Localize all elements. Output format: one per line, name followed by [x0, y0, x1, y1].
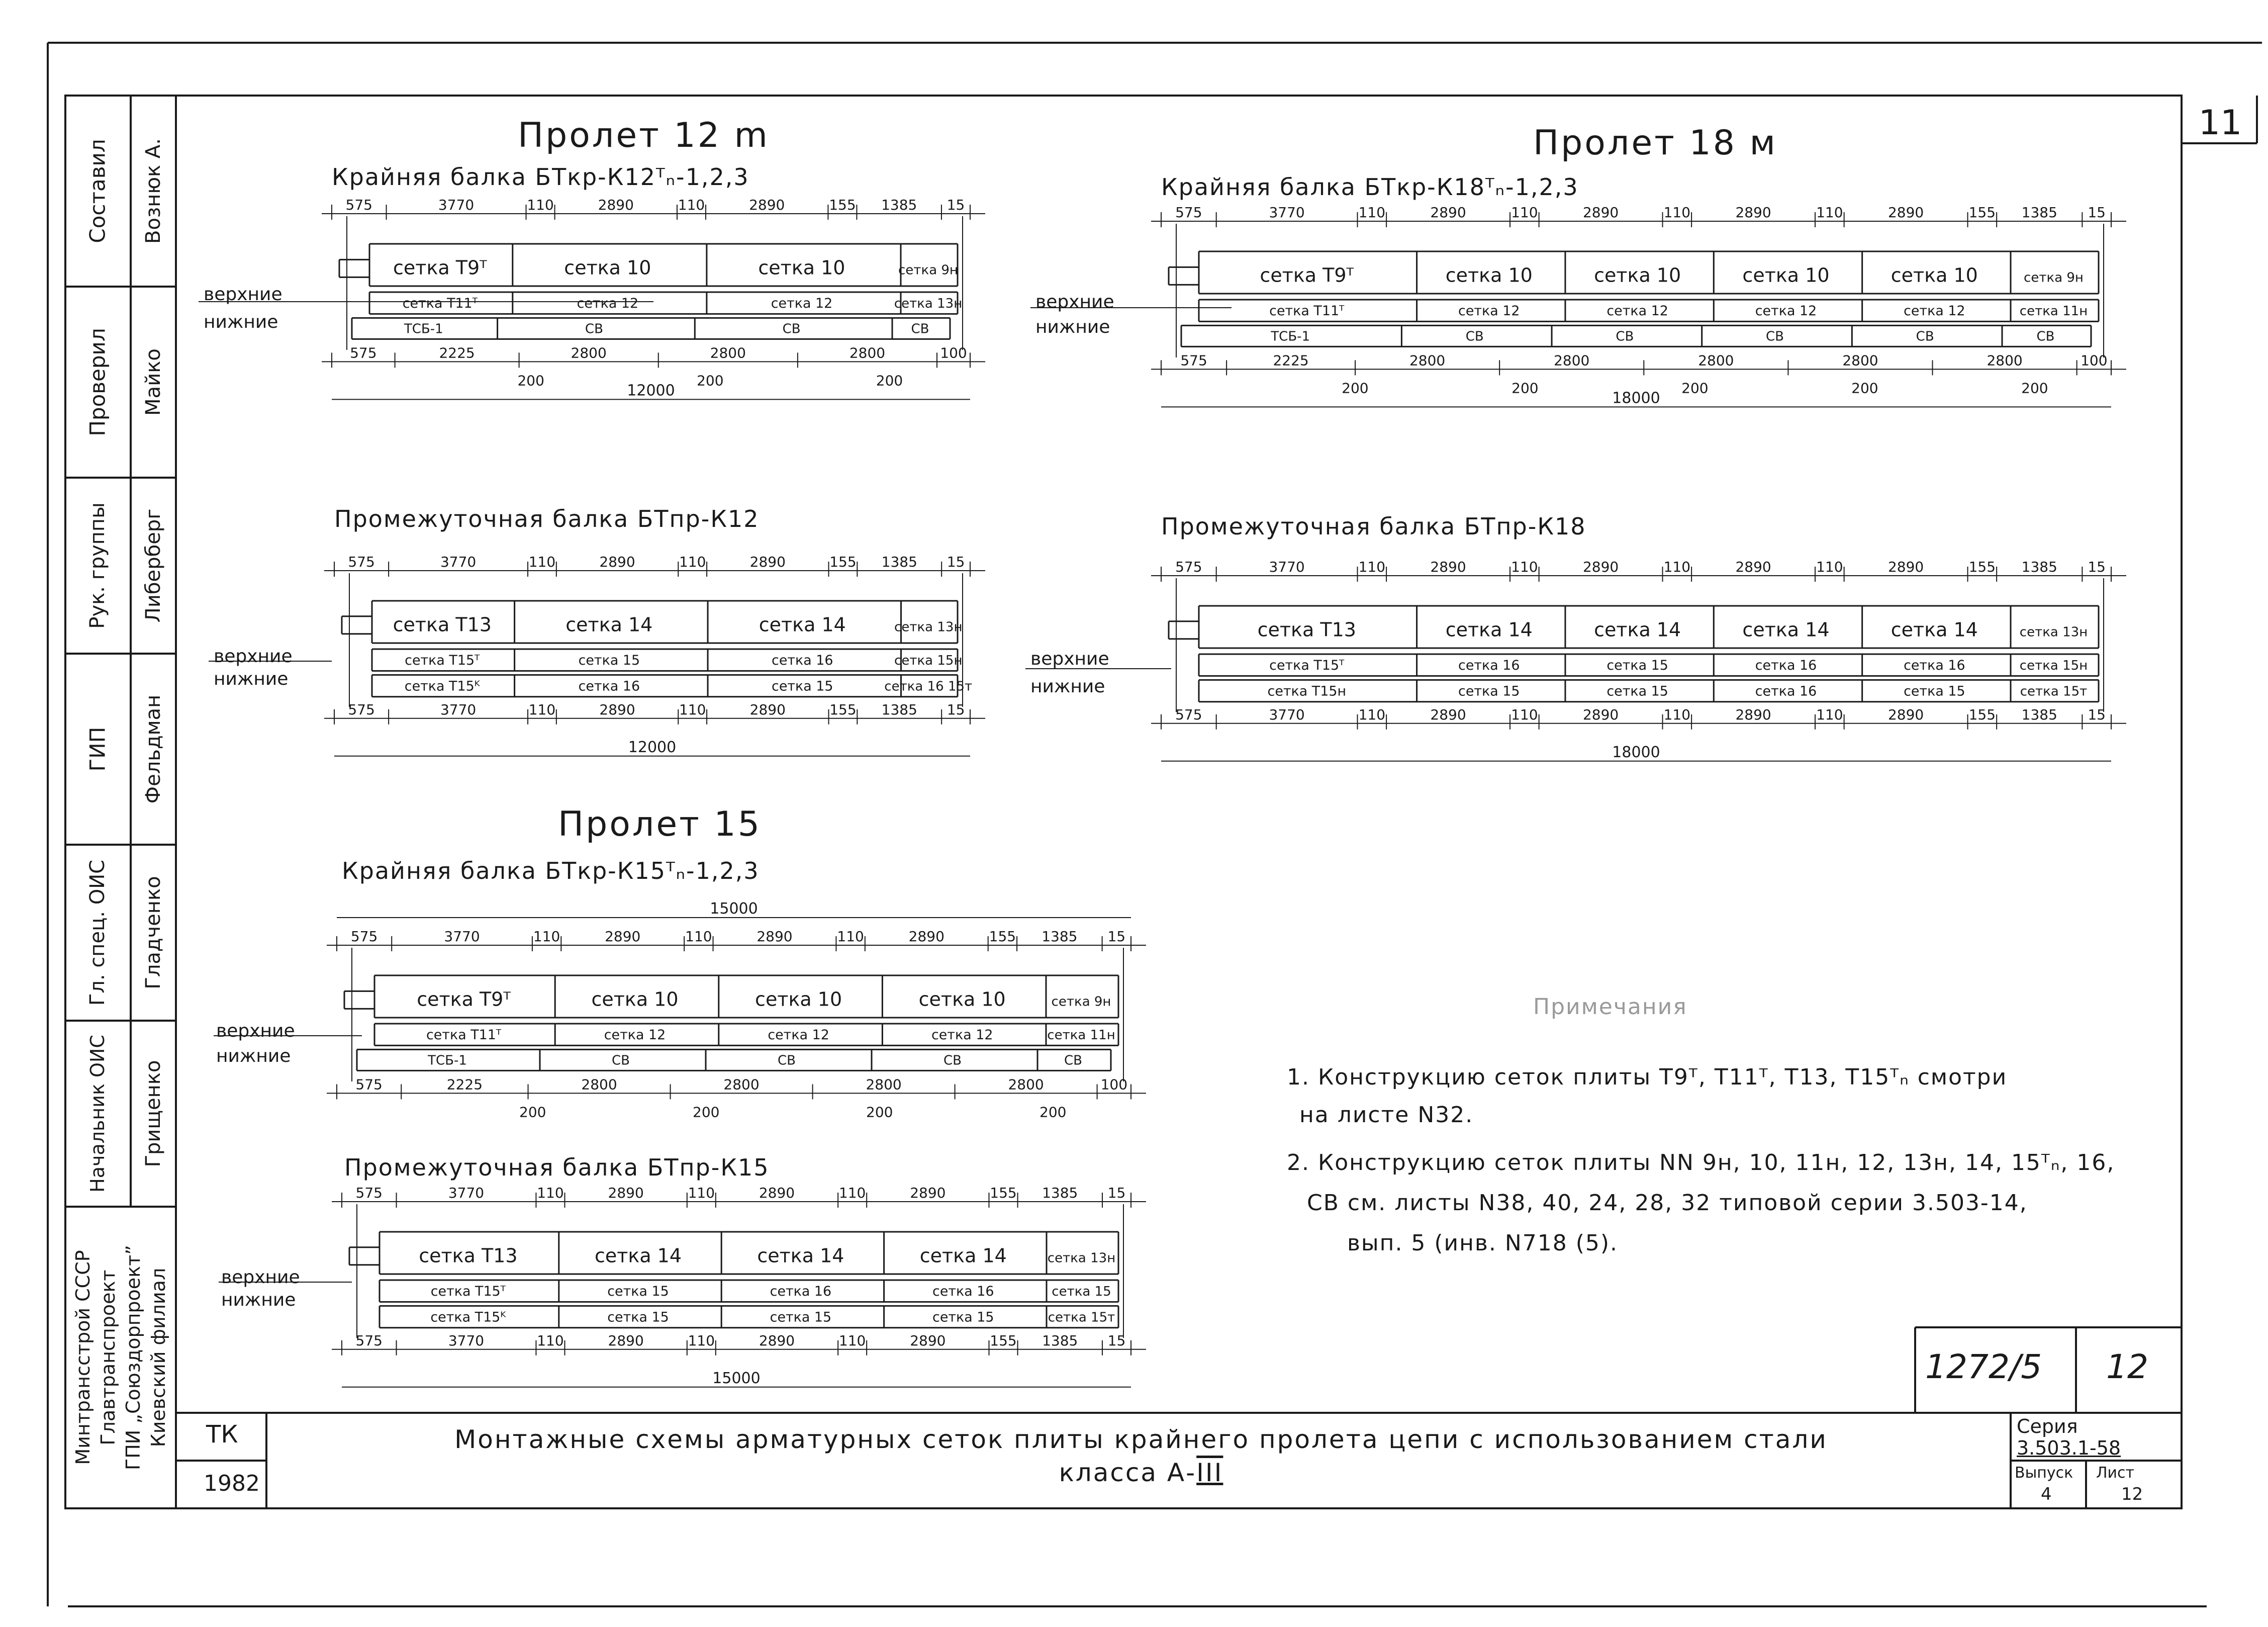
upper-mesh: сетка 10 [564, 256, 651, 279]
top-dimension: 155 [1968, 204, 1996, 221]
top-dimension: 110 [1511, 559, 1538, 575]
bottom-dimension: 110 [1663, 706, 1691, 723]
total-dimension: 12000 [628, 738, 677, 756]
upper-mesh: сетка Т13 [1257, 618, 1356, 641]
top-dimension: 2890 [749, 554, 786, 570]
top-dimension: 15 [2088, 204, 2106, 221]
top-dimension: 1385 [1042, 928, 1078, 945]
total-dimension: 12000 [627, 382, 675, 400]
upper-mesh: сетка Т9ᵀ [417, 988, 511, 1011]
lower-mesh: сетка 15н [894, 653, 963, 669]
top-dimension: 2890 [908, 928, 944, 945]
bottom-dimension: 2800 [1842, 352, 1878, 369]
stamp-role: Составил [85, 139, 110, 243]
gap-dimension: 200 [1511, 380, 1539, 397]
lower-mesh: сетка Т15ᵀ [405, 653, 480, 669]
lower-mesh-2: сетка 15 [770, 1309, 832, 1325]
bottom-dimension: 2800 [571, 344, 607, 361]
lower-mesh: сетка 16 [1904, 658, 1965, 674]
top-dimension: 110 [685, 928, 712, 945]
label-lower: нижние [214, 669, 289, 689]
top-dimension: 110 [688, 1185, 715, 1201]
top-dimension: 110 [1816, 559, 1843, 575]
bottom-dimension: 2890 [1735, 706, 1771, 723]
bottom-dimension: 110 [838, 1332, 866, 1349]
upper-mesh: сетка 9н [2024, 270, 2084, 286]
gap-dimension: 200 [1681, 380, 1709, 397]
gap-dimension: 200 [2021, 380, 2048, 397]
lower-mesh-2: сетка Т15ᴷ [404, 678, 480, 694]
cb-mesh: СВ [611, 1053, 630, 1068]
series-value: 3.503.1-58 [2017, 1437, 2121, 1459]
lower-mesh-2: сетка 16 [1755, 683, 1817, 699]
lower-mesh: сетка 12 [577, 296, 639, 312]
sheet-value: 12 [2121, 1484, 2143, 1504]
bottom-dimension: 110 [679, 701, 706, 718]
inventory-number: 1272/5 [1925, 1347, 2042, 1386]
bottom-dimension: 2890 [1887, 706, 1924, 723]
lower-mesh: сетка 12 [1458, 303, 1520, 319]
top-dimension: 15 [947, 554, 965, 570]
upper-mesh: сетка 13н [2019, 624, 2088, 640]
bottom-dimension: 2890 [608, 1332, 644, 1349]
cb-mesh: СВ [1766, 329, 1784, 344]
label-lower: нижние [204, 312, 278, 332]
bottom-dimension: 110 [1358, 706, 1386, 723]
total-dimension: 18000 [1612, 743, 1660, 761]
upper-mesh: сетка 14 [757, 1244, 844, 1267]
label-upper: верхние [1030, 649, 1109, 669]
bottom-dimension: 2800 [710, 344, 746, 361]
label-upper: верхние [204, 284, 282, 305]
beam-title-18-mid: Промежуточная балка БТпр-К18 [1161, 513, 1586, 540]
top-dimension: 575 [1175, 204, 1202, 221]
bottom-dimension: 100 [1100, 1076, 1128, 1093]
top-dimension: 110 [1663, 559, 1691, 575]
gap-dimension: 200 [693, 1104, 720, 1121]
beam-title-15-edge: Крайняя балка БТкр-К15ᵀₙ-1,2,3 [342, 857, 760, 884]
upper-mesh: сетка Т9ᵀ [1260, 264, 1354, 287]
lower-mesh: сетка 15 [1052, 1284, 1111, 1300]
bottom-dimension: 110 [688, 1332, 715, 1349]
lower-mesh-2: сетка 15 [1904, 683, 1965, 699]
top-dimension: 110 [528, 554, 556, 570]
gap-dimension: 200 [1040, 1104, 1067, 1121]
stamp-name: Майко [142, 348, 165, 416]
upper-mesh: сетка 14 [565, 613, 653, 636]
upper-mesh: сетка 14 [594, 1244, 682, 1267]
bottom-dimension: 100 [940, 344, 967, 361]
upper-mesh: сетка 14 [919, 1244, 1007, 1267]
lower-mesh: сетка 15 [1606, 658, 1668, 674]
top-dimension: 15 [1107, 1185, 1126, 1201]
lower-mesh-2: сетка 16 15т [884, 679, 973, 694]
note-1: 1. Конструкцию сеток плиты Т9ᵀ, Т11ᵀ, Т13, Т15ᵀₙ смотри [1287, 1064, 2008, 1090]
bottom-dimension: 2890 [910, 1332, 946, 1349]
stamp-role: Проверил [85, 328, 110, 436]
top-dimension: 3770 [444, 928, 480, 945]
bottom-dimension: 155 [990, 1332, 1017, 1349]
top-dimension: 2890 [1887, 204, 1924, 221]
page-number: 12 [2106, 1347, 2148, 1386]
lower-mesh: сетка 16 [772, 653, 833, 669]
label-upper: верхние [214, 646, 293, 667]
lower-mesh: сетка 12 [604, 1027, 666, 1043]
top-dimension: 2890 [1582, 559, 1619, 575]
gap-dimension: 200 [866, 1104, 893, 1121]
upper-mesh: сетка 14 [1594, 618, 1681, 641]
span-heading-18: Пролет 18 м [1533, 123, 1777, 163]
cb-mesh: СВ [1916, 329, 1934, 344]
bottom-dimension: 3770 [1269, 706, 1305, 723]
cb-mesh: СВ [1616, 329, 1634, 344]
lower-mesh-2: сетка 15т [2020, 684, 2088, 699]
top-dimension: 3770 [1269, 204, 1305, 221]
upper-mesh: сетка 10 [755, 988, 842, 1011]
stamp-role: Начальник ОИС [86, 1035, 109, 1193]
org-line: ГПИ „Союздорпроект” [122, 1245, 144, 1470]
lower-mesh: сетка 15н [2019, 658, 2088, 674]
beam-title-12-mid: Промежуточная балка БТпр-К12 [334, 505, 760, 532]
org-line: Главтранспроект [97, 1270, 119, 1445]
top-dimension: 575 [348, 554, 375, 570]
bottom-dimension: 110 [1511, 706, 1538, 723]
stamp-name: Фельдман [142, 694, 165, 804]
cb-mesh: СВ [911, 321, 929, 337]
top-dimension: 110 [533, 928, 560, 945]
bottom-dimension: 2800 [1008, 1076, 1044, 1093]
bottom-dimension: 2800 [1409, 352, 1446, 369]
bottom-dimension: 575 [348, 701, 375, 718]
total-dimension: 18000 [1612, 389, 1660, 407]
top-dimension: 110 [679, 554, 706, 570]
top-dimension: 2890 [608, 1185, 644, 1201]
stamp-role: Гл. спец. ОИС [86, 859, 109, 1006]
label-lower: нижние [1030, 676, 1105, 697]
label-lower: нижние [1035, 317, 1110, 337]
lower-mesh: сетка Т11ᵀ [1269, 303, 1345, 319]
bottom-dimension: 15 [2088, 706, 2106, 723]
lower-mesh-2: сетка 16 [578, 678, 640, 694]
upper-mesh: сетка Т9ᵀ [393, 256, 487, 279]
lower-mesh: сетка Т11ᵀ [402, 296, 478, 312]
top-dimension: 1385 [1042, 1185, 1078, 1201]
top-dimension: 155 [1968, 559, 1996, 575]
upper-mesh: сетка 14 [1891, 618, 1978, 641]
top-dimension: 110 [527, 197, 554, 213]
sheet-number: 11 [2198, 103, 2242, 143]
lower-mesh-2: сетка 15 [1606, 683, 1668, 699]
top-dimension: 2890 [759, 1185, 795, 1201]
top-dimension: 15 [947, 197, 965, 213]
upper-mesh: сетка 10 [591, 988, 679, 1011]
lower-mesh: сетка 15 [607, 1284, 669, 1300]
bottom-dimension: 2890 [599, 701, 635, 718]
upper-mesh: сетка 10 [1891, 264, 1978, 287]
top-dimension: 15 [2088, 559, 2106, 575]
bottom-dimension: 2800 [849, 344, 886, 361]
lower-mesh: сетка 15 [578, 653, 640, 669]
stamp-name: Либерберг [142, 508, 165, 623]
bottom-dimension: 2890 [759, 1332, 795, 1349]
top-dimension: 2890 [749, 197, 785, 213]
stamp-role: ГИП [85, 727, 110, 772]
bottom-dimension: 1385 [1042, 1332, 1078, 1349]
top-dimension: 110 [678, 197, 705, 213]
top-dimension: 1385 [881, 554, 917, 570]
issue-label: Выпуск [2015, 1464, 2073, 1482]
label-lower: нижние [221, 1290, 296, 1310]
top-dimension: 110 [1663, 204, 1691, 221]
bottom-dimension: 155 [829, 701, 857, 718]
lower-mesh: сетка 16 [1458, 658, 1520, 674]
upper-mesh: сетка 14 [1742, 618, 1830, 641]
top-dimension: 155 [989, 928, 1016, 945]
top-dimension: 2890 [598, 197, 634, 213]
lower-mesh: сетка 12 [768, 1027, 829, 1043]
top-dimension: 110 [1511, 204, 1538, 221]
top-dimension: 575 [350, 928, 378, 945]
bottom-dimension: 2800 [1554, 352, 1590, 369]
top-dimension: 2890 [910, 1185, 946, 1201]
top-dimension: 15 [1107, 928, 1126, 945]
upper-mesh: сетка 14 [1445, 618, 1533, 641]
cb-mesh: СВ [1465, 329, 1484, 344]
total-dimension: 15000 [712, 1369, 761, 1387]
sheet-label: Лист [2096, 1464, 2135, 1482]
upper-mesh: сетка 10 [1594, 264, 1681, 287]
bottom-dimension: 2225 [439, 344, 475, 361]
lower-mesh-2: сетка 15 [772, 678, 833, 694]
bottom-dimension: 3770 [440, 701, 477, 718]
lower-mesh-2: сетка 15 [1458, 683, 1520, 699]
top-dimension: 110 [1358, 559, 1386, 575]
note-2-cont: вып. 5 (инв. N718 (5). [1347, 1230, 1619, 1256]
gap-dimension: 200 [517, 372, 544, 389]
lower-mesh: сетка 16 [770, 1284, 832, 1300]
cb-mesh: СВ [585, 321, 603, 337]
stamp-role: Рук. группы [86, 502, 109, 629]
cb-mesh: ТСБ-1 [404, 321, 443, 337]
beam-title-18-edge: Крайняя балка БТкр-К18ᵀₙ-1,2,3 [1161, 173, 1579, 201]
bottom-dimension: 2800 [1698, 352, 1734, 369]
top-dimension: 2890 [1887, 559, 1924, 575]
total-dimension: 15000 [710, 900, 758, 918]
bottom-dimension: 2800 [866, 1076, 902, 1093]
top-dimension: 155 [829, 197, 856, 213]
upper-mesh: сетка 14 [759, 613, 846, 636]
span-heading-12: Пролет 12 m [518, 116, 770, 155]
span-heading-15: Пролет 15 [558, 804, 762, 844]
stamp-name: Вознюк А. [142, 138, 165, 244]
lower-mesh-2: сетка Т15н [1267, 683, 1347, 699]
bottom-dimension: 100 [2081, 352, 2108, 369]
top-dimension: 575 [345, 197, 373, 213]
bottom-dimension: 575 [1180, 352, 1207, 369]
bottom-dimension: 15 [947, 701, 965, 718]
lower-mesh: сетка Т11ᵀ [426, 1027, 502, 1043]
stamp-code: ТК [206, 1420, 238, 1449]
label-upper: верхние [1035, 292, 1114, 312]
top-dimension: 1385 [881, 197, 917, 213]
cb-mesh: ТСБ-1 [1271, 329, 1310, 344]
note-2-cont: СВ см. листы N38, 40, 24, 28, 32 типовой серии 3.503-14, [1307, 1190, 2028, 1216]
lower-mesh: сетка Т15ᵀ [430, 1284, 506, 1300]
bottom-dimension: 2225 [1273, 352, 1309, 369]
bottom-dimension: 2800 [1987, 352, 2023, 369]
top-dimension: 2890 [757, 928, 793, 945]
upper-mesh: сетка 10 [758, 256, 845, 279]
top-dimension: 2890 [1735, 559, 1771, 575]
top-dimension: 155 [829, 554, 857, 570]
cb-mesh: ТСБ-1 [428, 1053, 467, 1068]
cb-mesh: СВ [777, 1053, 796, 1068]
upper-mesh: сетка 9н [898, 262, 958, 278]
top-dimension: 2890 [599, 554, 635, 570]
top-dimension: 2890 [1430, 559, 1466, 575]
drawing-title: Монтажные схемы арматурных сеток плиты крайнего пролета цепи с использованием стали класса А-III [454, 1425, 1828, 1487]
upper-mesh: сетка 13н [1047, 1250, 1116, 1266]
lower-mesh: сетка 12 [1904, 303, 1965, 319]
bottom-dimension: 1385 [881, 701, 917, 718]
notes-heading: Примечания [1533, 994, 1687, 1020]
bottom-dimension: 1385 [2021, 706, 2057, 723]
bottom-dimension: 2890 [1582, 706, 1619, 723]
note-1-cont: на листе N32. [1299, 1102, 1474, 1128]
top-dimension: 110 [838, 1185, 866, 1201]
lower-mesh: сетка 12 [1606, 303, 1668, 319]
bottom-dimension: 2800 [581, 1076, 617, 1093]
lower-mesh: сетка Т15ᵀ [1269, 658, 1345, 674]
gap-dimension: 200 [697, 372, 724, 389]
series-label: Серия [2017, 1415, 2078, 1437]
beam-title-15-mid: Промежуточная балка БТпр-К15 [344, 1154, 770, 1181]
top-dimension: 110 [1816, 204, 1843, 221]
lower-mesh-2: сетка 15 [932, 1309, 994, 1325]
bottom-dimension: 110 [1816, 706, 1843, 723]
top-dimension: 3770 [1269, 559, 1305, 575]
top-dimension: 110 [837, 928, 864, 945]
label-lower: нижние [216, 1046, 291, 1066]
upper-mesh: сетка 13н [894, 619, 963, 635]
lower-mesh-2: сетка 15т [1048, 1310, 1115, 1325]
bottom-dimension: 575 [355, 1076, 383, 1093]
lower-mesh: сетка 12 [1755, 303, 1817, 319]
gap-dimension: 200 [1342, 380, 1369, 397]
cb-mesh: СВ [2036, 329, 2055, 344]
label-upper: верхние [221, 1267, 300, 1288]
gap-dimension: 200 [876, 372, 903, 389]
upper-mesh: сетка 10 [1742, 264, 1830, 287]
top-dimension: 1385 [2021, 204, 2057, 221]
bottom-dimension: 575 [1175, 706, 1202, 723]
cb-mesh: СВ [782, 321, 801, 337]
lower-mesh: сетка 12 [931, 1027, 993, 1043]
org-line: Киевский филиал [147, 1268, 169, 1448]
top-dimension: 575 [355, 1185, 383, 1201]
beam-title-12-edge: Крайняя балка БТкр-К12ᵀₙ-1,2,3 [332, 163, 749, 191]
top-dimension: 575 [1175, 559, 1202, 575]
note-2: 2. Конструкцию сеток плиты NN 9н, 10, 11н, 12, 13н, 14, 15ᵀₙ, 16, [1287, 1150, 2115, 1176]
lower-mesh: сетка 16 [1755, 658, 1817, 674]
lower-mesh: сетка 11н [1047, 1028, 1115, 1043]
label-upper: верхние [216, 1021, 295, 1041]
bottom-dimension: 2225 [446, 1076, 483, 1093]
org-line: Минтрансстрой СССР [72, 1250, 94, 1465]
top-dimension: 3770 [448, 1185, 485, 1201]
bottom-dimension: 110 [537, 1332, 564, 1349]
lower-mesh: сетка 13н [894, 296, 963, 312]
top-dimension: 2890 [1735, 204, 1771, 221]
gap-dimension: 200 [519, 1104, 546, 1121]
top-dimension: 110 [1358, 204, 1386, 221]
bottom-dimension: 2890 [749, 701, 786, 718]
gap-dimension: 200 [1851, 380, 1878, 397]
steel-class: III [1196, 1458, 1223, 1487]
stamp-name: Грищенко [142, 1060, 165, 1167]
bottom-dimension: 3770 [448, 1332, 485, 1349]
bottom-dimension: 575 [355, 1332, 383, 1349]
upper-mesh: сетка Т13 [393, 613, 492, 636]
upper-mesh: сетка 10 [918, 988, 1006, 1011]
cb-mesh: СВ [1064, 1053, 1082, 1068]
top-dimension: 2890 [1430, 204, 1466, 221]
stamp-year: 1982 [204, 1471, 260, 1496]
bottom-dimension: 15 [1107, 1332, 1126, 1349]
bottom-dimension: 110 [528, 701, 556, 718]
lower-mesh: сетка 16 [932, 1284, 994, 1300]
upper-mesh: сетка 9н [1051, 994, 1111, 1010]
top-dimension: 3770 [440, 554, 477, 570]
stamp-name: Гладченко [142, 876, 165, 989]
top-dimension: 2890 [605, 928, 641, 945]
bottom-dimension: 155 [1968, 706, 1996, 723]
lower-mesh-2: сетка Т15ᴷ [430, 1309, 506, 1325]
cb-mesh: СВ [943, 1053, 962, 1068]
lower-mesh: сетка 12 [771, 296, 833, 312]
bottom-dimension: 575 [350, 344, 377, 361]
bottom-dimension: 2800 [723, 1076, 760, 1093]
top-dimension: 3770 [438, 197, 475, 213]
top-dimension: 110 [537, 1185, 564, 1201]
top-dimension: 2890 [1582, 204, 1619, 221]
bottom-dimension: 2890 [1430, 706, 1466, 723]
upper-mesh: сетка 10 [1445, 264, 1533, 287]
issue-value: 4 [2041, 1484, 2052, 1504]
top-dimension: 1385 [2021, 559, 2057, 575]
upper-mesh: сетка Т13 [419, 1244, 518, 1267]
lower-mesh: сетка 11н [2019, 304, 2088, 319]
lower-mesh-2: сетка 15 [607, 1309, 669, 1325]
top-dimension: 155 [990, 1185, 1017, 1201]
